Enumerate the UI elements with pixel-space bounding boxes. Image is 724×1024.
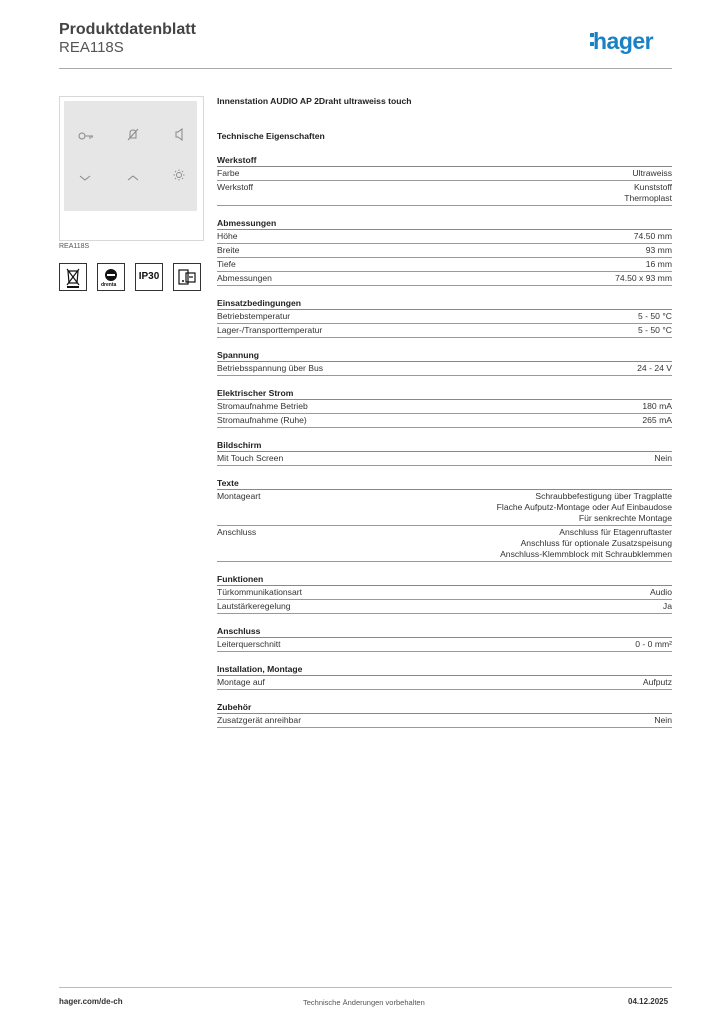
spec-section <box>217 387 672 428</box>
spec-row <box>217 362 672 376</box>
chevron-up-icon <box>127 171 139 184</box>
spec-label: Werkstoff <box>217 182 253 192</box>
spec-value <box>635 639 672 650</box>
key-icon <box>78 130 94 143</box>
spec-value-line: 265 mA <box>642 415 672 425</box>
footer-date: 04.12.2025 <box>628 997 669 1006</box>
drenta-label: drenta <box>101 282 117 288</box>
spec-label: Montageart <box>217 491 261 501</box>
spec-value-line: Audio <box>650 587 672 597</box>
spec-value <box>663 601 672 612</box>
section-title: Texte <box>217 478 239 488</box>
bell-mute-icon <box>127 128 139 143</box>
spec-row <box>217 324 672 338</box>
spec-row <box>217 714 672 728</box>
spec-value <box>646 259 672 270</box>
spec-value-line: Ja <box>662 601 672 611</box>
spec-value-line: 16 mm <box>645 259 672 269</box>
spec-value <box>624 182 672 204</box>
hager-logo: hager <box>593 28 654 54</box>
spec-section <box>217 154 672 206</box>
spec-value <box>497 491 672 524</box>
spec-label: Abmessungen <box>217 273 272 283</box>
spec-value <box>615 273 672 284</box>
spec-value-line: 5 - 50 °C <box>637 311 672 321</box>
product-code: REA118S <box>59 39 124 56</box>
spec-row <box>217 272 672 286</box>
spec-value-line: Aufputz <box>642 677 672 687</box>
spec-value-line: Ultraweiss <box>632 168 672 178</box>
spec-value-line: Anschluss für optionale Zusatzspeisung <box>520 538 672 548</box>
spec-section <box>217 701 672 728</box>
spec-value-line: Thermoplast <box>624 193 672 203</box>
section-title: Einsatzbedingungen <box>217 298 302 308</box>
spec-label: Mit Touch Screen <box>217 453 284 463</box>
spec-row <box>217 244 672 258</box>
spec-label: Lager-/Transporttemperatur <box>217 325 323 335</box>
spec-row <box>217 181 672 206</box>
spec-value-line: Flache Aufputz-Montage oder Auf Einbaudose <box>496 502 672 512</box>
spec-label: Leiterquerschnitt <box>217 639 281 649</box>
spec-value-line: 24 - 24 V <box>637 363 672 373</box>
spec-section <box>217 573 672 614</box>
section-title: Anschluss <box>217 626 261 636</box>
header-divider <box>59 68 672 69</box>
spec-row <box>217 600 672 614</box>
spec-section <box>217 349 672 376</box>
spec-label: Montage auf <box>217 677 265 687</box>
spec-row <box>217 167 672 181</box>
speaker-icon <box>174 128 184 143</box>
spec-row <box>217 526 672 562</box>
spec-row <box>217 676 672 690</box>
spec-value <box>638 325 672 336</box>
section-title: Spannung <box>217 350 260 360</box>
spec-value-line: 74.50 x 93 mm <box>615 273 672 283</box>
spec-content <box>217 95 672 728</box>
section-title: Installation, Montage <box>217 664 303 674</box>
spec-label: Zusatzgerät anreihbar <box>217 715 302 725</box>
spec-row <box>217 452 672 466</box>
footer-note: Technische Änderungen vorbehalten <box>303 998 425 1007</box>
section-title: Elektrischer Strom <box>217 388 294 398</box>
spec-value <box>632 168 672 179</box>
spec-section <box>217 663 672 690</box>
spec-value <box>637 363 672 374</box>
spec-value-line: Kunststoff <box>633 182 672 192</box>
spec-label: Stromaufnahme Betrieb <box>217 401 308 411</box>
drenta-icon <box>97 263 125 291</box>
spec-value-line: Nein <box>654 453 672 463</box>
product-name: Innenstation AUDIO AP 2Draht ultraweiss touch <box>217 96 412 106</box>
spec-value <box>643 677 672 688</box>
tech-properties-heading: Technische Eigenschaften <box>217 131 325 141</box>
spec-row <box>217 400 672 414</box>
brightness-icon <box>173 169 185 183</box>
spec-row <box>217 258 672 272</box>
spec-label: Betriebsspannung über Bus <box>217 363 324 373</box>
ip30-badge: IP30 <box>135 263 163 291</box>
spec-value <box>638 311 672 322</box>
device-icon <box>173 263 201 291</box>
spec-section <box>217 477 672 562</box>
section-title: Zubehör <box>217 702 252 712</box>
spec-section <box>217 217 672 286</box>
product-image <box>59 96 204 241</box>
spec-row <box>217 414 672 428</box>
spec-label: Anschluss <box>217 527 257 537</box>
section-title: Werkstoff <box>217 155 257 165</box>
footer-website: hager.com/de-ch <box>59 997 123 1006</box>
spec-value <box>654 715 672 726</box>
spec-label: Breite <box>217 245 240 255</box>
spec-sections <box>217 154 672 728</box>
spec-value <box>646 245 672 256</box>
page-title: Produktdatenblatt <box>59 21 196 38</box>
spec-value-line: Anschluss-Klemmblock mit Schraubklemmen <box>500 549 672 559</box>
spec-label: Lautstärkeregelung <box>217 601 291 611</box>
device-front <box>64 101 197 211</box>
spec-value-line: 93 mm <box>645 245 672 255</box>
section-title: Funktionen <box>217 574 264 584</box>
spec-label: Betriebstemperatur <box>217 311 291 321</box>
spec-value <box>642 401 672 412</box>
spec-value-line: 74.50 mm <box>633 231 672 241</box>
spec-value <box>654 453 672 464</box>
weee-icon <box>59 263 87 291</box>
chevron-down-icon <box>79 171 91 184</box>
spec-value-line: Schraubbefestigung über Tragplatte <box>535 491 672 501</box>
spec-value <box>642 415 672 426</box>
spec-value <box>634 231 672 242</box>
spec-section <box>217 297 672 338</box>
image-caption: REA118S <box>59 243 90 250</box>
spec-value-line: 180 mA <box>642 401 672 411</box>
spec-value <box>650 587 672 598</box>
spec-value <box>500 527 672 560</box>
spec-section <box>217 439 672 466</box>
spec-label: Tiefe <box>217 259 236 269</box>
spec-section <box>217 625 672 652</box>
spec-row <box>217 490 672 526</box>
spec-value-line: 5 - 50 °C <box>637 325 672 335</box>
spec-label: Höhe <box>217 231 238 241</box>
spec-row <box>217 638 672 652</box>
spec-value-line: Anschluss für Etagenruftaster <box>559 527 672 537</box>
spec-row <box>217 310 672 324</box>
spec-label: Stromaufnahme (Ruhe) <box>217 415 307 425</box>
spec-value-line: Für senkrechte Montage <box>578 513 672 523</box>
footer-divider <box>59 987 672 988</box>
spec-value-line: 0 - 0 mm² <box>635 639 672 649</box>
spec-row <box>217 230 672 244</box>
section-title: Bildschirm <box>217 440 262 450</box>
spec-label: Türkommunikationsart <box>217 587 303 597</box>
spec-value-line: Nein <box>654 715 672 725</box>
section-title: Abmessungen <box>217 218 277 228</box>
spec-label: Farbe <box>217 168 240 178</box>
spec-row <box>217 586 672 600</box>
